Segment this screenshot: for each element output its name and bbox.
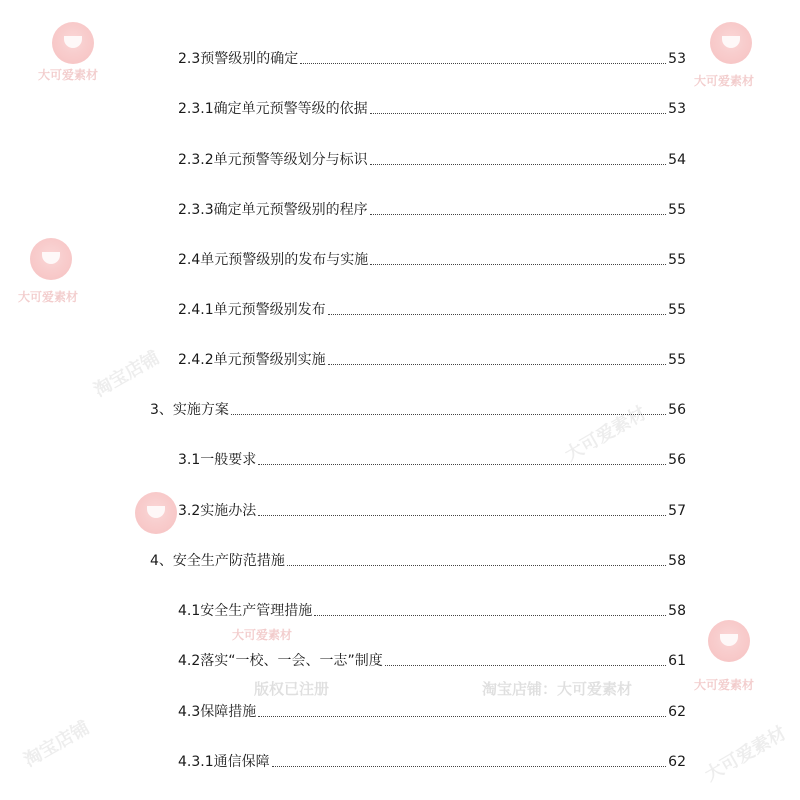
watermark-brand: 大可爱素材 xyxy=(694,74,755,88)
watermark-shop-diagonal: 淘宝店铺 xyxy=(20,717,94,772)
watermark-copyright: 版权已注册 xyxy=(254,680,330,698)
watermark-logo-icon xyxy=(135,492,177,534)
toc-entry-title: 3.2实施办法 xyxy=(178,503,257,519)
watermark-brand: 大可爱素材 xyxy=(694,678,755,692)
toc-entry-title: 4、安全生产防范措施 xyxy=(150,553,285,569)
toc-entry[interactable] xyxy=(178,147,686,169)
toc-entry-title: 4.2落实“一校、一会、一志”制度 xyxy=(178,653,383,669)
toc-entry-title: 2.3.3确定单元预警级别的程序 xyxy=(178,202,368,218)
watermark-logo-icon xyxy=(30,238,72,280)
toc-entry[interactable] xyxy=(178,498,686,520)
toc-entry[interactable] xyxy=(178,197,686,219)
toc-entry[interactable] xyxy=(178,598,686,620)
toc-entry-page: 55 xyxy=(668,202,686,218)
toc-entry-page: 56 xyxy=(668,402,686,418)
toc-entry-title: 2.3.1确定单元预警等级的依据 xyxy=(178,101,368,117)
toc-leader-dots xyxy=(272,765,667,767)
toc-leader-dots xyxy=(287,564,666,566)
toc-entry-title: 2.4单元预警级别的发布与实施 xyxy=(178,252,369,268)
toc-leader-dots xyxy=(370,213,667,215)
toc-entry-page: 58 xyxy=(668,553,686,569)
toc-entry[interactable] xyxy=(150,548,686,570)
toc-entry-page: 61 xyxy=(668,653,686,669)
watermark-brand: 大可爱素材 xyxy=(38,68,99,82)
watermark-logo-icon xyxy=(710,22,752,64)
toc-entry-page: 55 xyxy=(668,352,686,368)
toc-entry-title: 2.4.1单元预警级别发布 xyxy=(178,302,326,318)
toc-entry-title: 2.3预警级别的确定 xyxy=(178,51,299,67)
toc-entry-page: 62 xyxy=(668,754,686,770)
toc-entry-page: 58 xyxy=(668,603,686,619)
toc-entry-page: 62 xyxy=(668,704,686,720)
toc-entry[interactable] xyxy=(178,46,686,68)
toc-entry-title: 4.1安全生产管理措施 xyxy=(178,603,313,619)
toc-leader-dots xyxy=(370,163,667,165)
toc-entry[interactable] xyxy=(178,247,686,269)
watermark-brand-diagonal: 大可爱素材 xyxy=(561,402,650,466)
toc-leader-dots xyxy=(370,263,666,265)
toc-leader-dots xyxy=(231,413,666,415)
toc-leader-dots xyxy=(300,62,666,64)
toc-leader-dots xyxy=(258,715,666,717)
watermark-brand: 大可爱素材 xyxy=(232,628,293,642)
toc-leader-dots xyxy=(314,614,666,616)
toc-entry-title: 4.3保障措施 xyxy=(178,704,257,720)
toc-entry-title: 4.3.1通信保障 xyxy=(178,754,270,770)
watermark-logo-icon xyxy=(52,22,94,64)
toc-leader-dots xyxy=(328,313,667,315)
toc-entry[interactable] xyxy=(178,347,686,369)
watermark-shop: 淘宝店铺：大可爱素材 xyxy=(482,680,633,698)
toc-leader-dots xyxy=(385,664,666,666)
watermark-brand-diagonal: 大可爱素材 xyxy=(701,722,790,786)
toc-entry[interactable] xyxy=(150,397,686,419)
toc-entry-page: 53 xyxy=(668,101,686,117)
toc-entry-page: 54 xyxy=(668,152,686,168)
toc-entry-title: 2.3.2单元预警等级划分与标识 xyxy=(178,152,368,168)
watermark-logo-icon xyxy=(708,620,750,662)
toc-leader-dots xyxy=(258,463,666,465)
toc-entry[interactable] xyxy=(178,447,686,469)
toc-leader-dots xyxy=(328,363,667,365)
toc-entry-page: 53 xyxy=(668,51,686,67)
toc-entry-title: 3.1一般要求 xyxy=(178,452,257,468)
toc-entry-page: 55 xyxy=(668,252,686,268)
toc-entry[interactable] xyxy=(178,297,686,319)
toc-entry-title: 3、实施方案 xyxy=(150,402,229,418)
toc-entry[interactable] xyxy=(178,96,686,118)
toc-entry[interactable] xyxy=(178,749,686,771)
toc-entry-title: 2.4.2单元预警级别实施 xyxy=(178,352,326,368)
toc-entry-page: 57 xyxy=(668,503,686,519)
watermark-shop-diagonal: 淘宝店铺 xyxy=(90,347,164,402)
toc-entry[interactable] xyxy=(178,699,686,721)
toc-entry-page: 56 xyxy=(668,452,686,468)
toc-leader-dots xyxy=(370,112,667,114)
toc-entry-page: 55 xyxy=(668,302,686,318)
toc-entry[interactable] xyxy=(178,648,686,670)
watermark-brand: 大可爱素材 xyxy=(18,290,79,304)
toc-leader-dots xyxy=(258,514,666,516)
